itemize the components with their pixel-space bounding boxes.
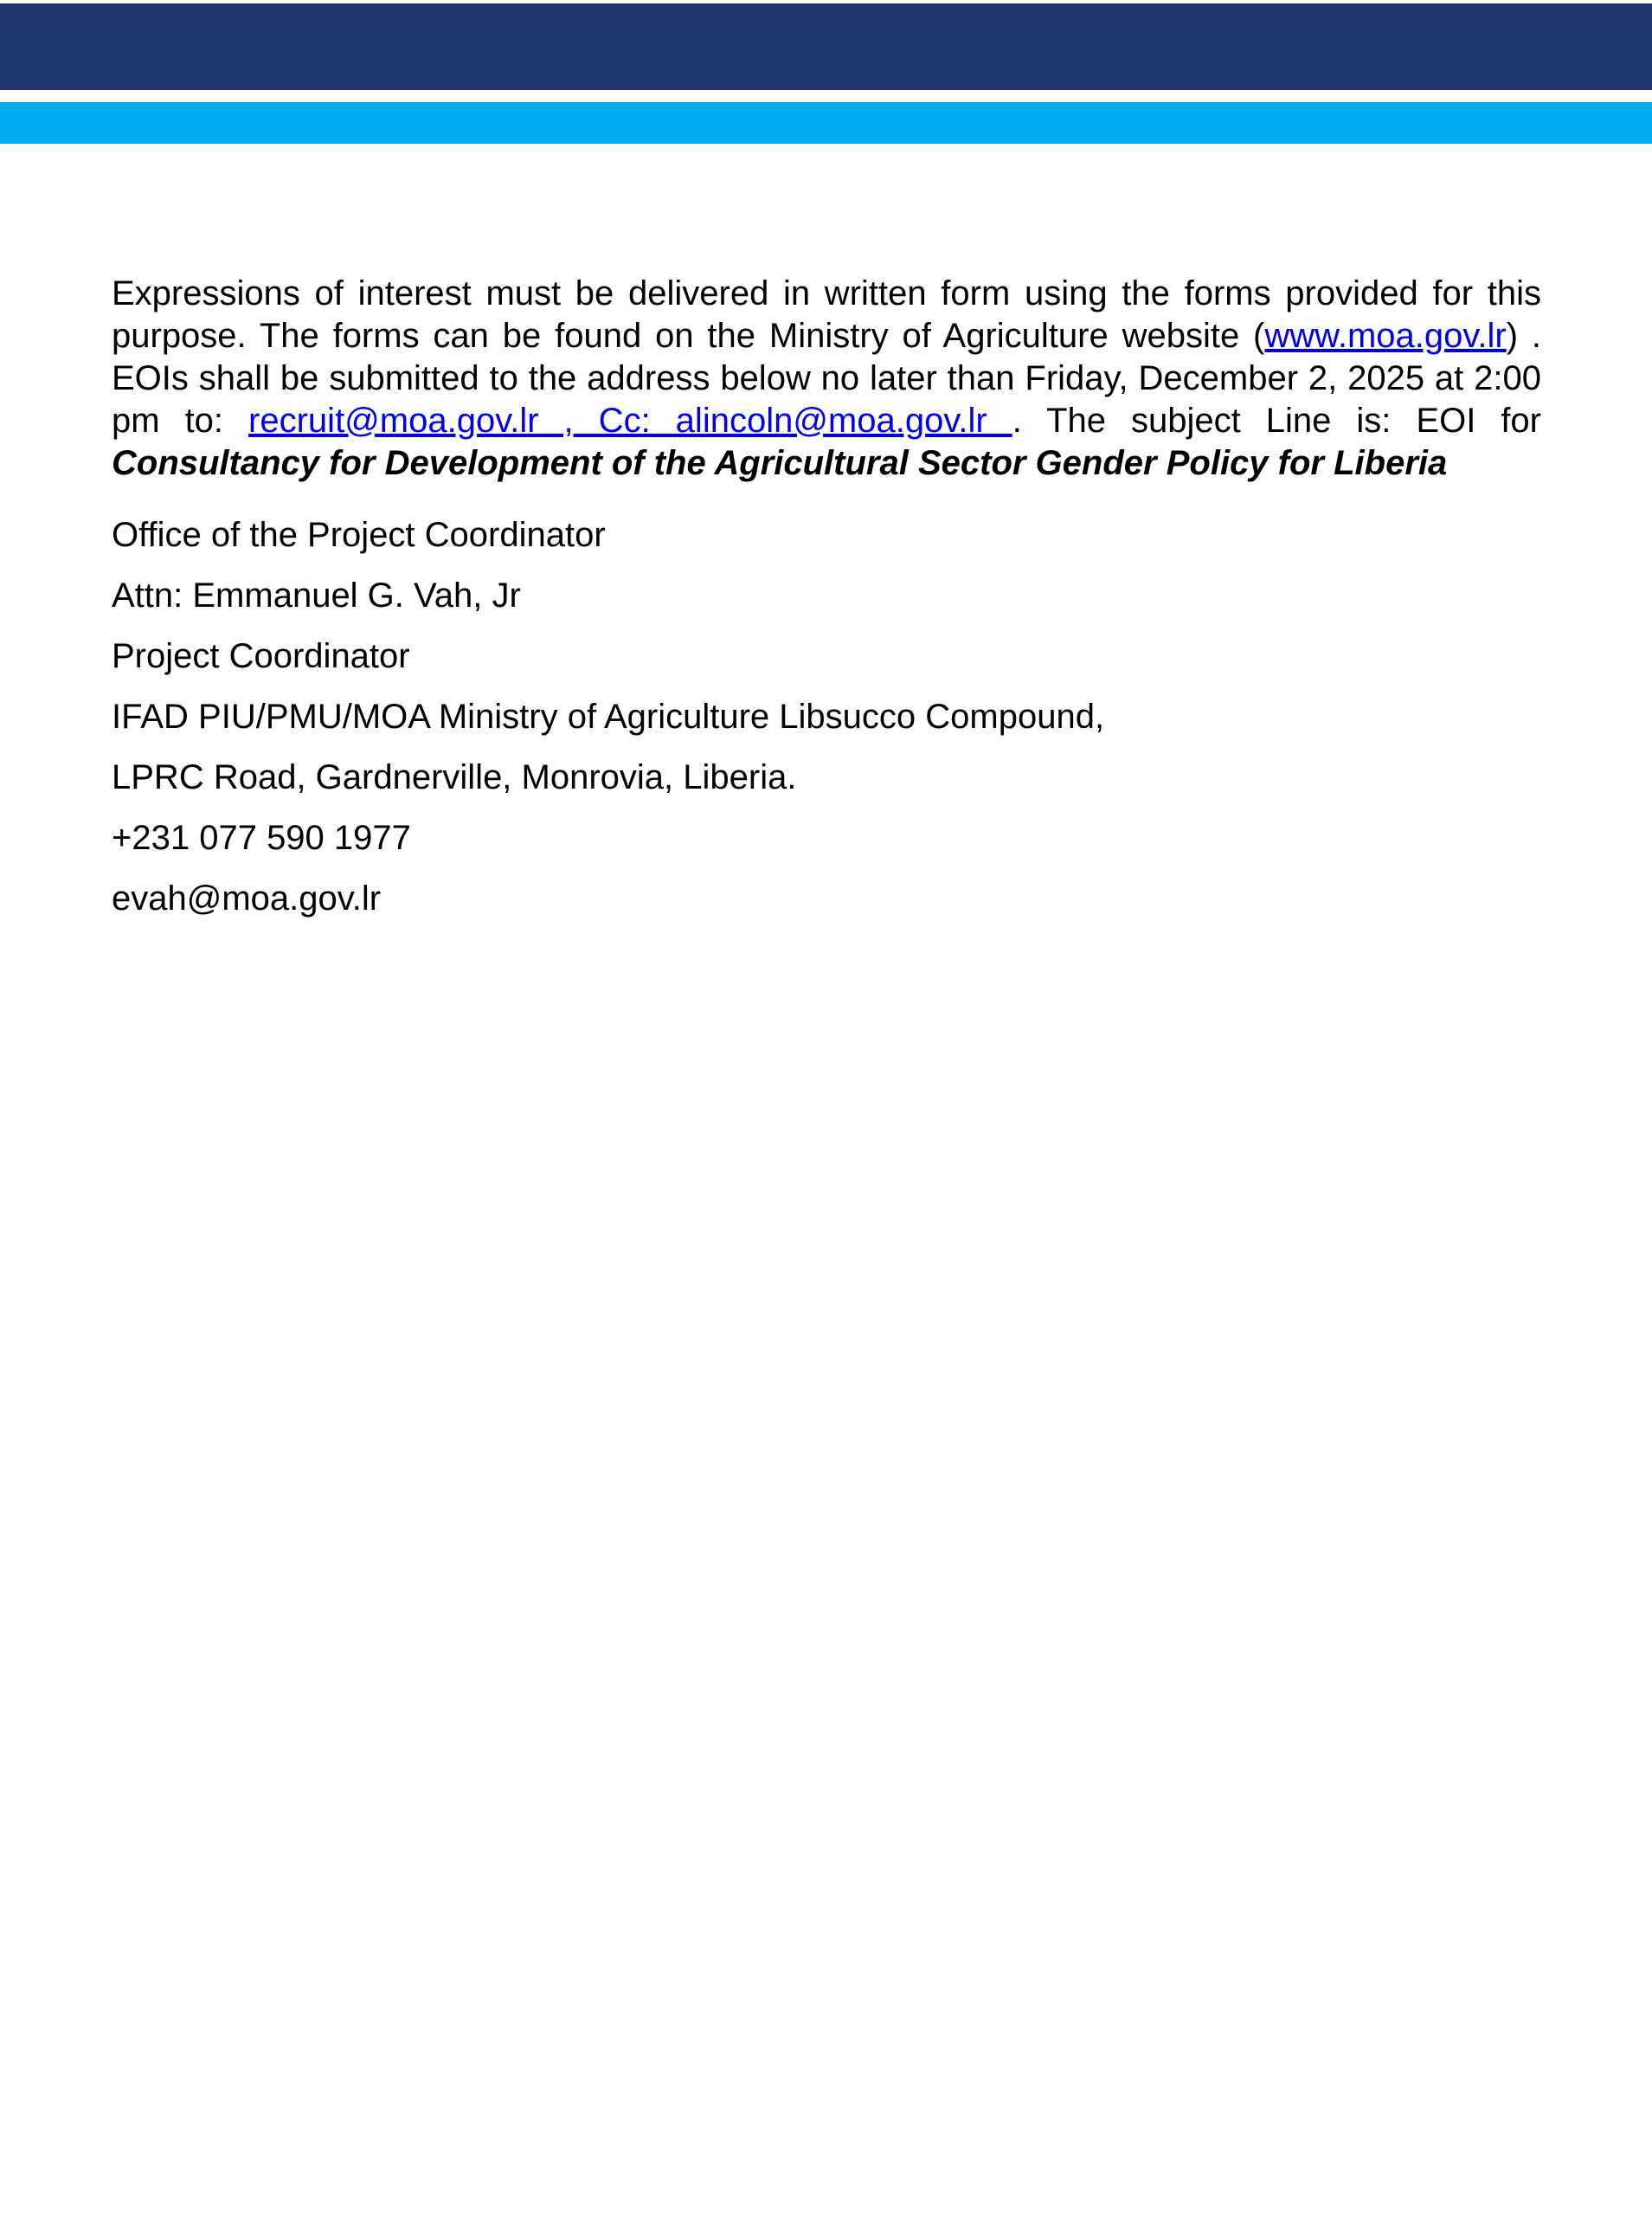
address-title: Project Coordinator bbox=[112, 637, 410, 675]
instructions-text-3: . The subject Line is: EOI for bbox=[1012, 402, 1541, 440]
address-phone: +231 077 590 1977 bbox=[112, 819, 411, 857]
moa-website-link[interactable]: www.moa.gov.lr bbox=[1264, 317, 1507, 355]
instructions-text-2: ) . EOIs shall be submitted to the address below no later than Friday, December 2, 2025 at 2:00 pm to: bbox=[112, 317, 1542, 440]
address-email: evah@moa.gov.lr bbox=[112, 879, 382, 918]
address-street: LPRC Road, Gardnerville, Monrovia, Liberia. bbox=[112, 758, 797, 796]
address-attention: Attn: Emmanuel G. Vah, Jr bbox=[112, 577, 521, 615]
eoi-instructions-paragraph bbox=[112, 273, 1541, 485]
contact-address-block bbox=[112, 514, 1541, 919]
address-office: Office of the Project Coordinator bbox=[112, 516, 606, 554]
document-body bbox=[112, 273, 1541, 938]
address-organization: IFAD PIU/PMU/MOA Ministry of Agriculture Libsucco Compound, bbox=[112, 698, 1105, 736]
header-band-primary bbox=[0, 3, 1652, 90]
submission-email-link[interactable]: recruit@moa.gov.lr , Cc: alincoln@moa.gov.lr bbox=[248, 402, 1012, 440]
header-band-accent bbox=[0, 102, 1652, 144]
instructions-text-1: Expressions of interest must be delivered in written form using the forms provided for this purpose. The forms can be found on the Ministry of Agriculture website ( bbox=[112, 274, 1541, 355]
subject-line-title: Consultancy for Development of the Agricultural Sector Gender Policy for Liberia bbox=[112, 444, 1448, 482]
